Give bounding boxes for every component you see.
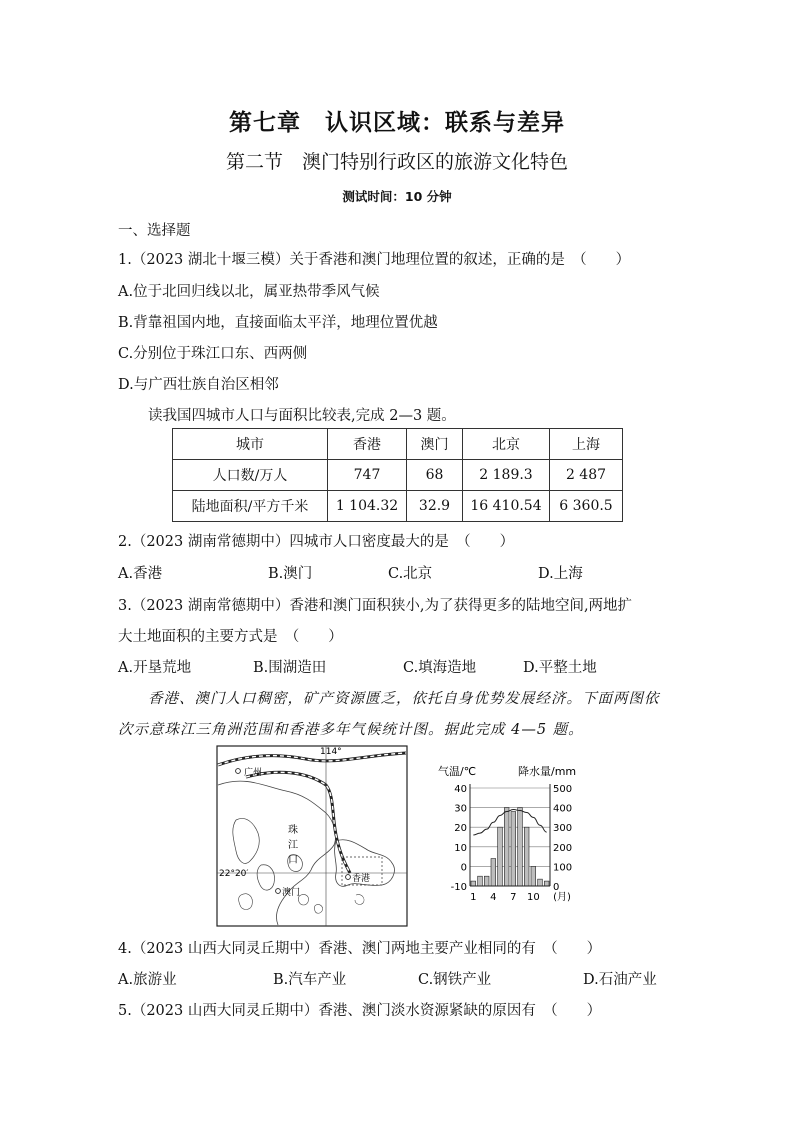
temperature-line <box>473 810 546 835</box>
precipitation-tick-label: 0 <box>553 882 560 893</box>
passage-line2: 次示意珠江三角洲范围和香港多年气候统计图。据此完成 4—5 题。 <box>118 722 584 738</box>
precipitation-bar <box>518 808 523 886</box>
temperature-tick-label: 20 <box>454 823 467 835</box>
table-cell: 68 <box>407 460 463 491</box>
precipitation-bar <box>498 827 503 886</box>
table-cell: 16 410.54 <box>463 491 550 522</box>
population-table <box>172 428 623 522</box>
month-tick-label: 4 <box>490 892 497 903</box>
chapter-title: 第七章 认识区域：联系与差异 <box>229 110 565 136</box>
precipitation-tick-label: 500 <box>553 784 573 795</box>
map-longitude-label: 114° <box>320 747 342 757</box>
table-cell: 1 104.32 <box>328 491 407 522</box>
precipitation-bar <box>491 859 496 886</box>
table-row <box>173 460 623 491</box>
month-tick-label: 1 <box>470 892 477 903</box>
precipitation-tick-label: 100 <box>553 862 573 874</box>
table-header-cell: 北京 <box>463 429 550 460</box>
q2-option-c: C.北京 <box>388 566 433 582</box>
q4-stem: 4.（2023 山西大同灵丘期中）香港、澳门两地主要产业相同的有 （ ） <box>118 941 602 957</box>
precipitation-bar <box>504 808 509 886</box>
table-cell: 6 360.5 <box>550 491 623 522</box>
q5-stem: 5.（2023 山西大同灵丘期中）香港、澳门淡水资源紧缺的原因有 （ ） <box>118 1003 602 1019</box>
table-cell: 陆地面积/平方千米 <box>173 491 328 522</box>
table-intro: 读我国四城市人口与面积比较表,完成 2—3 题。 <box>148 408 456 424</box>
precipitation-tick-label: 200 <box>553 842 573 854</box>
map-label-macau: 澳门 <box>282 888 301 898</box>
q3-stem-line1: 3.（2023 湖南常德期中）香港和澳门面积狭小,为了获得更多的陆地空间,两地扩 <box>118 598 633 614</box>
test-time: 测试时间：10 分钟 <box>342 189 452 204</box>
table-header-cell: 澳门 <box>407 429 463 460</box>
passage-line1: 香港、澳门人口稠密，矿产资源匮乏，依托自身优势发展经济。下面两图依 <box>148 691 660 707</box>
map-latitude-label: 22°20′ <box>219 869 249 879</box>
temperature-tick-label: 30 <box>454 803 467 815</box>
q2-stem: 2.（2023 湖南常德期中）四城市人口密度最大的是 （ ） <box>118 534 515 550</box>
precipitation-tick-label: 300 <box>553 823 573 835</box>
map-river-char: 口 <box>288 855 298 866</box>
precipitation-bar <box>544 881 549 886</box>
table-header-cell: 上海 <box>550 429 623 460</box>
map-label-hongkong: 香港 <box>352 874 371 884</box>
table-row <box>173 491 623 522</box>
q3-option-c: C.填海造地 <box>403 660 477 676</box>
table-cell: 32.9 <box>407 491 463 522</box>
q4-option-d: D.石油产业 <box>583 972 657 988</box>
table-cell: 2 189.3 <box>463 460 550 491</box>
pearl-river-delta-map <box>216 745 408 928</box>
q1-stem: 1.（2023 湖北十堰三模）关于香港和澳门地理位置的叙述，正确的是 （ ） <box>118 252 631 268</box>
month-tick-label: 10 <box>526 892 540 903</box>
table-header-cell: 城市 <box>173 429 328 460</box>
table-cell: 人口数/万人 <box>173 460 328 491</box>
q3-option-a: A.开垦荒地 <box>118 660 192 676</box>
table-header-cell: 香港 <box>328 429 407 460</box>
precipitation-tick-label: 400 <box>553 803 573 815</box>
q4-option-b: B.汽车产业 <box>273 972 347 988</box>
precipitation-bar <box>471 881 476 886</box>
table-header-row <box>173 429 623 460</box>
table-cell: 747 <box>328 460 407 491</box>
precipitation-bar <box>538 879 543 886</box>
map-label-guangzhou: 广州 <box>244 768 263 778</box>
q3-option-b: B.围湖造田 <box>253 660 327 676</box>
precipitation-bar <box>484 876 489 886</box>
q1-option-a: A.位于北回归线以北，属亚热带季风气候 <box>118 284 380 300</box>
q2-option-b: B.澳门 <box>268 566 313 582</box>
precipitation-bar <box>531 866 536 886</box>
q1-option-d: D.与广西壮族自治区相邻 <box>118 377 279 393</box>
map-river-char: 珠 <box>288 825 298 836</box>
temperature-tick-label: 0 <box>460 862 467 874</box>
table-cell: 2 487 <box>550 460 623 491</box>
temperature-tick-label: 40 <box>454 784 467 795</box>
temperature-tick-label: -10 <box>450 882 467 893</box>
precipitation-bar <box>524 827 529 886</box>
temperature-tick-label: 10 <box>454 842 467 854</box>
q1-option-c: C.分别位于珠江口东、西两侧 <box>118 346 308 362</box>
q3-option-d: D.平整土地 <box>523 660 597 676</box>
q4-option-a: A.旅游业 <box>118 972 177 988</box>
q2-option-d: D.上海 <box>538 566 583 582</box>
precipitation-bar <box>511 812 516 886</box>
temperature-axis-title: 气温/℃ <box>438 765 477 778</box>
q3-stem-line2: 大土地面积的主要方式是 （ ） <box>118 629 343 645</box>
section-title: 第二节 澳门特别行政区的旅游文化特色 <box>225 151 568 173</box>
precipitation-bar <box>478 876 483 886</box>
map-river-char: 江 <box>288 840 298 851</box>
hongkong-climate-chart <box>434 762 594 912</box>
q4-option-c: C.钢铁产业 <box>418 972 492 988</box>
precipitation-axis-title: 降水量/mm <box>518 765 577 778</box>
q1-option-b: B.背靠祖国内地，直接面临太平洋，地理位置优越 <box>118 315 438 331</box>
month-tick-label: (月) <box>553 892 571 903</box>
q2-option-a: A.香港 <box>118 566 163 582</box>
month-tick-label: 7 <box>510 892 517 903</box>
section-label: 一、选择题 <box>118 223 191 239</box>
